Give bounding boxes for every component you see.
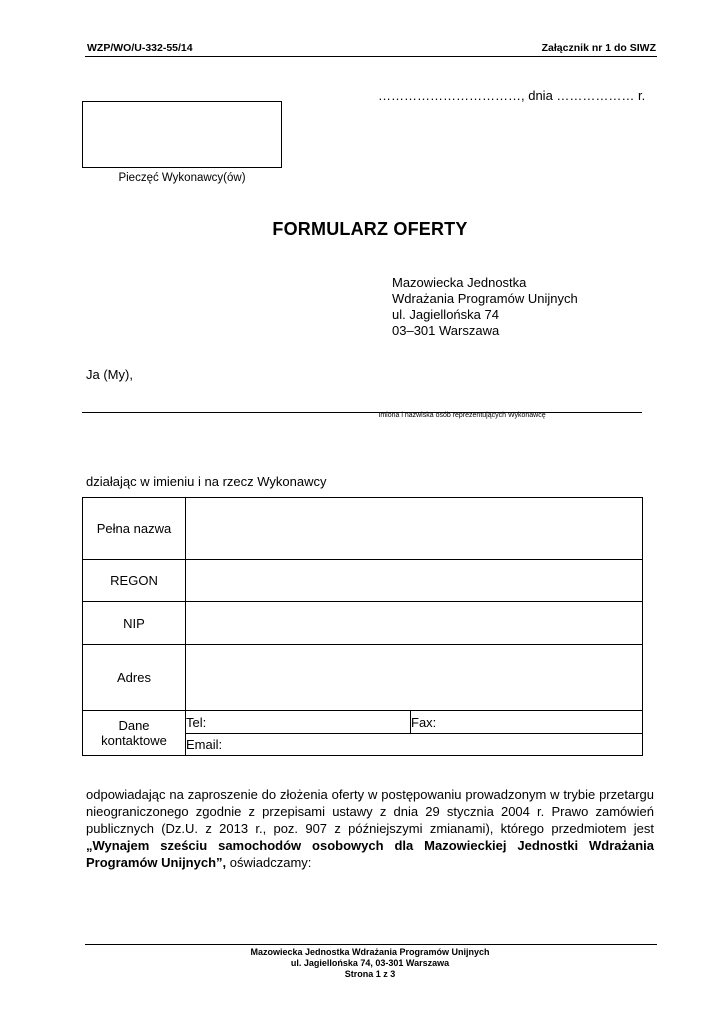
footer-rule bbox=[85, 944, 657, 945]
email-label: Email: bbox=[186, 737, 223, 752]
page-footer bbox=[0, 947, 724, 980]
page-title: FORMULARZ OFERTY bbox=[272, 219, 468, 239]
table-row bbox=[83, 711, 643, 734]
regon-field[interactable] bbox=[186, 560, 643, 602]
table-row bbox=[83, 560, 643, 602]
recipient-line: Mazowiecka Jednostka bbox=[392, 275, 527, 290]
recipient-line: Wdrażania Programów Unijnych bbox=[392, 291, 578, 306]
fax-field[interactable] bbox=[411, 711, 643, 734]
nip-label: NIP bbox=[83, 602, 186, 645]
email-field[interactable] bbox=[186, 734, 643, 756]
contractor-details-table bbox=[82, 497, 643, 756]
names-field-caption: Imiona i nazwiska osób reprezentujących Wykonawcę bbox=[378, 412, 546, 419]
recipient-line: ul. Jagiellońska 74 bbox=[392, 307, 499, 322]
table-row bbox=[83, 498, 643, 560]
address-label: Adres bbox=[83, 645, 186, 711]
regon-label: REGON bbox=[83, 560, 186, 602]
recipient-line: 03–301 Warszawa bbox=[392, 323, 500, 338]
table-row bbox=[83, 602, 643, 645]
address-field[interactable] bbox=[186, 645, 643, 711]
page-number: Strona 1 z 3 bbox=[344, 969, 396, 979]
header-rule bbox=[85, 56, 657, 57]
stamp-box[interactable] bbox=[82, 101, 282, 168]
tel-label: Tel: bbox=[186, 714, 207, 730]
declaration-paragraph bbox=[86, 786, 654, 871]
intro-text: Ja (My), bbox=[86, 367, 133, 382]
fax-label: Fax: bbox=[411, 714, 437, 730]
document-reference: WZP/WO/U-332-55/14 bbox=[87, 42, 193, 54]
contact-label-line: kontaktowe bbox=[101, 733, 167, 748]
contact-label bbox=[83, 711, 186, 756]
acting-on-behalf-text: działając w imieniu i na rzecz Wykonawcy bbox=[86, 474, 327, 489]
declaration-text: odpowiadając na zaproszenie do złożenia oferty w postępowaniu prowadzonym w trybie przetargu nieograniczonego zgodnie z przepisami ustawy z dnia 29 stycznia 2004 r. Prawo zamówień publicznych (Dz.U. z 2013 r., poz. 907 z późniejszymi zmianami), którego przedmiotem jest bbox=[86, 787, 654, 836]
contact-label-line: Dane bbox=[118, 718, 150, 733]
full-name-field[interactable] bbox=[186, 498, 643, 560]
full-name-label: Pełna nazwa bbox=[83, 498, 186, 560]
declaration-ending: oświadczamy: bbox=[226, 855, 312, 870]
recipient-address bbox=[392, 275, 578, 339]
footer-address: ul. Jagiellońska 74, 03-301 Warszawa bbox=[290, 958, 450, 968]
tel-field[interactable] bbox=[186, 711, 411, 734]
contract-subject: „Wynajem sześciu samochodów osobowych dla Mazowieckiej Jednostki Wdrażania Programów Unijnych”, bbox=[86, 838, 654, 870]
nip-field[interactable] bbox=[186, 602, 643, 645]
stamp-label: Pieczęć Wykonawcy(ów) bbox=[118, 172, 246, 184]
date-line: ……………………………, dnia ……………… r. bbox=[378, 88, 646, 103]
footer-organization: Mazowiecka Jednostka Wdrażania Programów Unijnych bbox=[250, 947, 490, 957]
table-row bbox=[83, 645, 643, 711]
attachment-label: Załącznik nr 1 do SIWZ bbox=[541, 42, 656, 54]
